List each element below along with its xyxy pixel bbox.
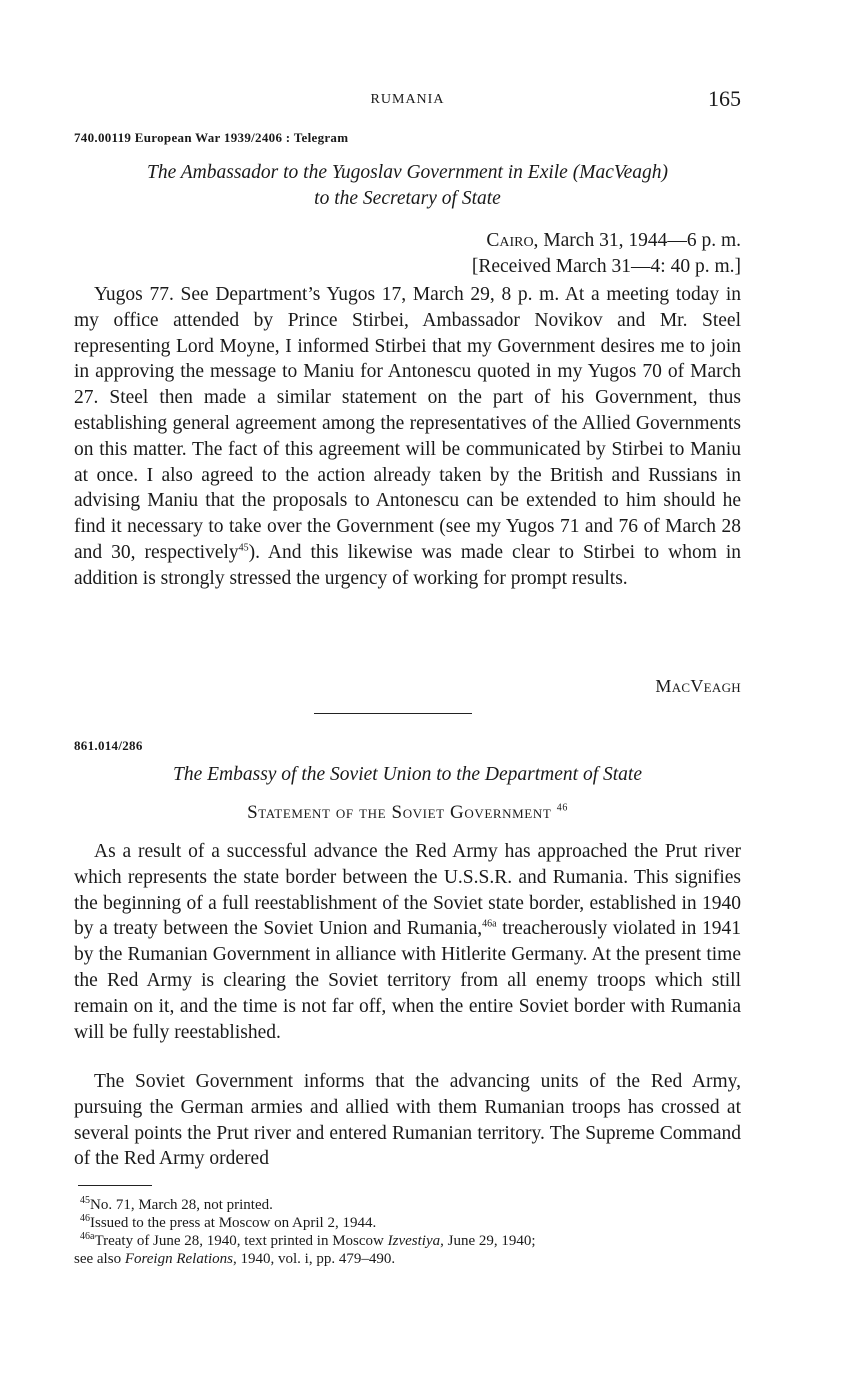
received-line: [Received March 31—4: 40 p. m.] [471,256,741,277]
paragraph-1-text: As a result of a successful advance the Red Army has approached the Prut river which represents the state border between the U.S.S.R. and Rumania. This signifies the beginning of a full reestablishment of the Soviet state border, established in 1940 by a treaty between the Soviet Union and Rumania, [74,841,741,940]
heading-line-2: to the Secretary of State [314,188,501,209]
file-number-telegram: 740.00119 European War 1939/2406 : Telegram [74,130,349,145]
section-divider [314,713,472,714]
footnote-text: , 1940, vol. i, pp. 479–490. [233,1251,396,1267]
footnote-text: No. 71, March 28, not printed. [90,1197,273,1213]
statement-paragraph-2: The Soviet Government informs that the advancing units of the Red Army, pursuing the German armies and allied with them Rumanian troops has crossed at several points the Prut river and entered Rumanian territory. The Supreme Command of the Red Army ordered [74,1071,741,1170]
footnote-ref-46: 46 [556,802,568,814]
signature: MacVeagh [655,676,741,696]
footnote-ref-46a: 46a [482,918,497,930]
footnote-ref-45: 45 [238,542,249,554]
paragraph-1-text-end: treacherously violated in 1941 by the Rumanian Government in alliance with Hitlerite Germany. At the present time the Red Army is clearing the Soviet territory from all enemy troops which still remain on it, and the time is not far off, when the entire Soviet border with Rumania will be fully reestablished. [74,918,741,1043]
statement-title-text: Statement of the Soviet Government [247,802,552,823]
date-line [472,228,741,254]
footnotes [74,1196,741,1268]
footnote-marker: 46a [80,1231,95,1242]
footnote-text: see also [74,1251,125,1267]
date-time: March 31, 1944—6 p. m. [538,230,741,251]
footnote-text: Treaty of June 28, 1940, text printed in Moscow [94,1233,388,1249]
footnote-italic: Izvestiya [387,1233,441,1249]
page-number: 165 [708,86,741,111]
footnote-text: Issued to the press at Moscow on April 2, 1944. [90,1215,377,1231]
telegram-body-text-end: ). And this likewise was made clear to Stirbei to whom in addition is strongly stressed the urgency of working for prompt results. [74,541,741,589]
footnote-45 [74,1196,741,1214]
footnote-marker: 46 [80,1213,90,1224]
telegram-body [74,282,741,592]
document-heading [74,160,741,212]
statement-paragraph-1 [74,839,741,1045]
statement-title [74,802,741,824]
footnote-marker: 45 [80,1195,90,1206]
footnote-46 [74,1214,741,1232]
footnote-text: , June 29, 1940; [440,1233,536,1249]
embassy-heading: The Embassy of the Soviet Union to the Department of State [172,764,642,785]
telegram-body-text: Yugos 77. See Department’s Yugos 17, March 29, 8 p. m. At a meeting today in my office attended by Prince Stirbei, Ambassador Novikov and Mr. Steel representing Lord Moyne, I informed Stirbei that my Government desires me to join in approving the message to Maniu for Antonescu quoted in my Yugos 70 of March 27. Steel then made a similar statement on the part of his Government, thus establishing general agreement among the representatives of the Allied Governments on this matter. The fact of this agreement will be communicated by Stirbei to Maniu at once. I also agreed to the action already taken by the British and Russians in advising Maniu that the proposals to Antonescu can be extended to him should he find it necessary to take over the Government (see my Yugos 71 and 76 of March 28 and 30, respectively [74,284,741,563]
footnote-46a [74,1232,741,1250]
dateline [472,228,741,280]
file-number-embassy: 861.014/286 [74,738,143,753]
running-head [74,86,741,114]
footnote-46a-continuation [74,1250,741,1268]
date-city: Cairo, [486,230,539,251]
heading-line-1: The Ambassador to the Yugoslav Government in Exile (MacVeagh) [146,162,668,183]
running-title: RUMANIA [370,92,445,107]
footnote-italic: Foreign Relations [124,1251,234,1267]
footnote-rule [78,1185,152,1186]
